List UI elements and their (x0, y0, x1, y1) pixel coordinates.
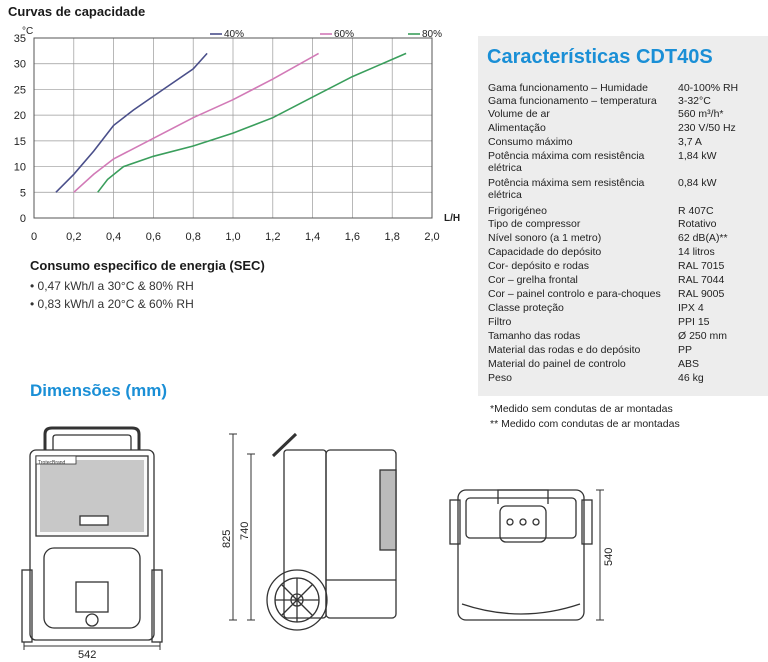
spec-label: Frigorigéneo (488, 205, 547, 217)
dimension-drawings (0, 420, 768, 662)
y-tick-label: 25 (13, 84, 26, 97)
legend-label: 40% (224, 29, 245, 40)
spec-label: Capacidade do depósito (488, 246, 602, 258)
spec-value: 46 kg (678, 372, 704, 384)
y-tick-label: 30 (13, 58, 26, 71)
spec-value: PP (678, 344, 693, 356)
front-handle-inner (53, 435, 131, 450)
spec-label: Potência máxima com resistência elétrica (488, 150, 645, 174)
footnote-2: ** Medido com condutas de ar montadas (490, 418, 680, 430)
top-view-drawing (450, 490, 604, 620)
spec-value: 230 V/50 Hz (678, 122, 736, 134)
spec-value: 14 litros (678, 246, 715, 258)
x-unit-label: L/H (444, 213, 460, 224)
specs-title: Características CDT40S (487, 46, 713, 68)
chart-title: Curvas de capacidade (8, 4, 146, 19)
x-tick-label: 1,2 (265, 231, 281, 243)
front-drain (86, 614, 98, 626)
x-tick-label: 1,0 (225, 231, 241, 243)
series-line-60% (74, 53, 319, 192)
spec-label: Gama funcionamento – temperatura (488, 95, 657, 107)
dim-depth-label: 540 (603, 547, 615, 566)
front-tank (44, 548, 140, 628)
spec-value: 40-100% RH (678, 82, 739, 94)
spec-value: 0,84 kW (678, 177, 717, 189)
y-unit-label: °C (22, 26, 34, 37)
x-tick-label: 1,8 (384, 231, 400, 243)
spec-value: PPI 15 (678, 316, 710, 328)
x-tick-label: 0,6 (145, 231, 162, 243)
series-line-80% (98, 53, 406, 192)
spec-value: 62 dB(A)** (678, 232, 728, 244)
y-tick-label: 0 (19, 213, 26, 225)
dimensions-title: Dimensões (mm) (30, 381, 167, 400)
legend-label: 80% (422, 29, 443, 40)
top-panel (466, 498, 576, 538)
dim-height-total-label: 825 (221, 529, 233, 548)
spec-label: Consumo máximo (488, 136, 573, 148)
dim-width-label: 542 (78, 649, 97, 661)
x-tick-label: 1,6 (344, 231, 361, 243)
tank-handle (76, 582, 108, 612)
side-grille (380, 470, 396, 550)
spec-value: 3,7 A (678, 136, 702, 148)
spec-label: Tamanho das rodas (488, 330, 581, 342)
spec-value: R 407C (678, 205, 714, 217)
footnote-1: *Medido sem condutas de ar montadas (490, 403, 673, 415)
y-tick-label: 35 (13, 33, 26, 45)
side-view-drawing (229, 434, 396, 630)
spec-value: 560 m³/h* (678, 108, 724, 120)
y-tick-label: 10 (13, 161, 26, 174)
spec-label: Potência máxima sem resistência elétrica (488, 177, 645, 201)
spec-label: Material do painel de controlo (488, 358, 626, 370)
spec-value: 1,84 kW (678, 150, 717, 162)
spec-label: Cor – grelha frontal (488, 274, 578, 286)
x-tick-label: 0,8 (185, 231, 201, 243)
top-control-button (520, 519, 526, 525)
top-control-area (500, 506, 546, 542)
top-handle (498, 490, 548, 504)
spec-label: Classe proteção (488, 302, 564, 314)
legend-label: 60% (334, 29, 355, 40)
x-tick-label: 0,4 (105, 231, 122, 243)
x-tick-label: 0 (30, 231, 38, 243)
spec-label: Cor – painel controlo e para-choques (488, 288, 661, 300)
front-handle (45, 428, 139, 450)
x-tick-label: 2,0 (424, 231, 440, 243)
front-display (80, 516, 108, 525)
spec-label: Cor- depósito e rodas (488, 260, 589, 272)
spec-value: RAL 7044 (678, 274, 725, 286)
top-control-button (507, 519, 513, 525)
spec-label: Nível sonoro (a 1 metro) (488, 232, 602, 244)
spec-label: Tipo de compressor (488, 218, 581, 230)
spec-label: Material das rodas e do depósito (488, 344, 641, 356)
top-control-button (533, 519, 539, 525)
spec-value: 3-32°C (678, 95, 711, 107)
spec-value: ABS (678, 358, 700, 370)
brand-label: TrotecBrand (38, 460, 66, 466)
spec-value: IPX 4 (678, 302, 704, 314)
y-tick-label: 5 (19, 187, 26, 200)
spec-label: Volume de ar (488, 108, 550, 120)
x-tick-label: 1,4 (304, 231, 321, 243)
spec-value: RAL 9005 (678, 288, 725, 300)
spec-label: Alimentação (488, 122, 546, 134)
sec-item-2: • 0,83 kWh/l a 20°C & 60% RH (30, 297, 194, 311)
sec-title: Consumo especifico de energia (SEC) (30, 258, 265, 273)
spec-value: RAL 7015 (678, 260, 725, 272)
spec-label: Gama funcionamento – Humidade (488, 82, 648, 94)
spec-value: Rotativo (678, 218, 717, 230)
spec-label: Filtro (488, 316, 512, 328)
y-tick-label: 20 (13, 110, 26, 123)
spec-label: Peso (488, 372, 512, 384)
top-body (458, 490, 584, 620)
dim-height-body-label: 740 (239, 521, 251, 540)
spec-value: Ø 250 mm (678, 330, 728, 342)
top-bumper (462, 604, 580, 614)
sec-item-1: • 0,47 kWh/l a 30°C & 80% RH (30, 279, 194, 293)
capacity-chart (0, 20, 460, 248)
x-tick-label: 0,2 (66, 231, 82, 243)
y-tick-label: 15 (13, 135, 26, 148)
